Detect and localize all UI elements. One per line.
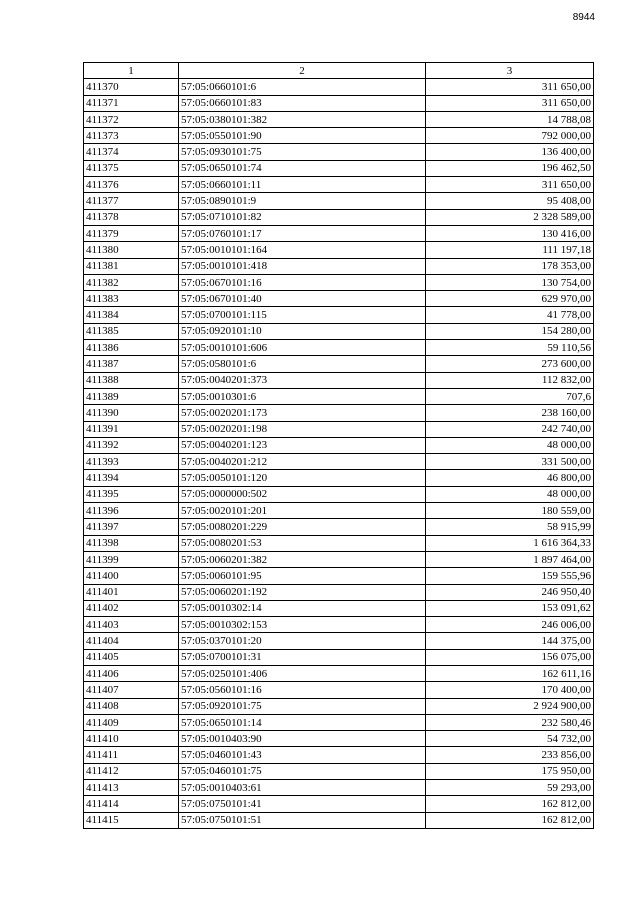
- cadastral-number: 57:05:0020201:173: [179, 405, 426, 421]
- cadastral-value: 178 353,00: [426, 258, 594, 274]
- row-code: 411409: [84, 714, 179, 730]
- cadastral-value: 14 788,08: [426, 111, 594, 127]
- cadastral-value: 48 000,00: [426, 437, 594, 453]
- table-row: [84, 242, 594, 258]
- cadastral-value: 41 778,00: [426, 307, 594, 323]
- cadastral-number: 57:05:0670101:40: [179, 291, 426, 307]
- table-row: [84, 405, 594, 421]
- row-code: 411405: [84, 649, 179, 665]
- table-row: [84, 79, 594, 95]
- row-code: 411383: [84, 291, 179, 307]
- row-code: 411381: [84, 258, 179, 274]
- cadastral-number: 57:05:0760101:17: [179, 225, 426, 241]
- cadastral-number: 57:05:0020101:201: [179, 503, 426, 519]
- cadastral-number: 57:05:0700101:31: [179, 649, 426, 665]
- cadastral-value: 156 075,00: [426, 649, 594, 665]
- cadastral-value: 58 915,99: [426, 519, 594, 535]
- table-row: [84, 763, 594, 779]
- row-code: 411398: [84, 535, 179, 551]
- table-row: [84, 258, 594, 274]
- column-header-3: 3: [426, 63, 594, 79]
- cadastral-value: 233 856,00: [426, 747, 594, 763]
- row-code: 411384: [84, 307, 179, 323]
- table-row: [84, 633, 594, 649]
- cadastral-number: 57:05:0460101:43: [179, 747, 426, 763]
- cadastral-value: 707,6: [426, 388, 594, 404]
- table-row: [84, 291, 594, 307]
- row-code: 411371: [84, 95, 179, 111]
- table-row: [84, 193, 594, 209]
- table-row: [84, 747, 594, 763]
- cadastral-value: 130 416,00: [426, 225, 594, 241]
- cadastral-number: 57:05:0660101:83: [179, 95, 426, 111]
- row-code: 411378: [84, 209, 179, 225]
- table-row: [84, 128, 594, 144]
- cadastral-number: 57:05:0370101:20: [179, 633, 426, 649]
- row-code: 411393: [84, 454, 179, 470]
- cadastral-value: 54 732,00: [426, 731, 594, 747]
- cadastral-number: 57:05:0080201:229: [179, 519, 426, 535]
- row-code: 411408: [84, 698, 179, 714]
- table-row: [84, 372, 594, 388]
- row-code: 411413: [84, 780, 179, 796]
- row-code: 411377: [84, 193, 179, 209]
- cadastral-value: 311 650,00: [426, 79, 594, 95]
- row-code: 411391: [84, 421, 179, 437]
- table-body: [84, 79, 594, 829]
- cadastral-value: 46 800,00: [426, 470, 594, 486]
- cadastral-value: 792 000,00: [426, 128, 594, 144]
- cadastral-number: 57:05:0010302:153: [179, 617, 426, 633]
- table-row: [84, 274, 594, 290]
- row-code: 411402: [84, 600, 179, 616]
- row-code: 411376: [84, 177, 179, 193]
- cadastral-value: 242 740,00: [426, 421, 594, 437]
- cadastral-value: 196 462,50: [426, 160, 594, 176]
- cadastral-value: 59 110,56: [426, 340, 594, 356]
- cadastral-number: 57:05:0580101:6: [179, 356, 426, 372]
- cadastral-number: 57:05:0920101:75: [179, 698, 426, 714]
- table-row: [84, 780, 594, 796]
- row-code: 411390: [84, 405, 179, 421]
- row-code: 411394: [84, 470, 179, 486]
- cadastral-number: 57:05:0040201:373: [179, 372, 426, 388]
- table-row: [84, 600, 594, 616]
- row-code: 411388: [84, 372, 179, 388]
- table-row: [84, 177, 594, 193]
- cadastral-value: 136 400,00: [426, 144, 594, 160]
- row-code: 411375: [84, 160, 179, 176]
- column-header-2: 2: [179, 63, 426, 79]
- cadastral-value: 1 897 464,00: [426, 551, 594, 567]
- cadastral-number: 57:05:0010403:61: [179, 780, 426, 796]
- cadastral-value: 246 950,40: [426, 584, 594, 600]
- table-row: [84, 323, 594, 339]
- cadastral-value: 175 950,00: [426, 763, 594, 779]
- cadastral-value: 311 650,00: [426, 177, 594, 193]
- row-code: 411380: [84, 242, 179, 258]
- cadastral-number: 57:05:0700101:115: [179, 307, 426, 323]
- cadastral-value: 180 559,00: [426, 503, 594, 519]
- cadastral-number: 57:05:0050101:120: [179, 470, 426, 486]
- row-code: 411415: [84, 812, 179, 828]
- table-row: [84, 503, 594, 519]
- table-row: [84, 111, 594, 127]
- cadastral-number: 57:05:0750101:51: [179, 812, 426, 828]
- cadastral-value: 1 616 364,33: [426, 535, 594, 551]
- cadastral-number: 57:05:0060201:192: [179, 584, 426, 600]
- cadastral-number: 57:05:0650101:74: [179, 160, 426, 176]
- table-row: [84, 209, 594, 225]
- cadastral-number: 57:05:0010101:606: [179, 340, 426, 356]
- table-row: [84, 388, 594, 404]
- row-code: 411414: [84, 796, 179, 812]
- cadastral-value: 331 500,00: [426, 454, 594, 470]
- row-code: 411387: [84, 356, 179, 372]
- cadastral-value: 59 293,00: [426, 780, 594, 796]
- cadastral-number: 57:05:0010101:164: [179, 242, 426, 258]
- cadastral-value: 162 812,00: [426, 812, 594, 828]
- row-code: 411406: [84, 665, 179, 681]
- cadastral-value: 238 160,00: [426, 405, 594, 421]
- cadastral-value: 162 611,16: [426, 665, 594, 681]
- table-row: [84, 551, 594, 567]
- table-row: [84, 340, 594, 356]
- row-code: 411399: [84, 551, 179, 567]
- cadastral-value: 2 924 900,00: [426, 698, 594, 714]
- row-code: 411386: [84, 340, 179, 356]
- table-row: [84, 584, 594, 600]
- table-row: [84, 470, 594, 486]
- cadastral-value: 162 812,00: [426, 796, 594, 812]
- table-row: [84, 486, 594, 502]
- table-row: [84, 95, 594, 111]
- row-code: 411407: [84, 682, 179, 698]
- row-code: 411372: [84, 111, 179, 127]
- table-row: [84, 437, 594, 453]
- table-row: [84, 519, 594, 535]
- cadastral-value: 246 006,00: [426, 617, 594, 633]
- row-code: 411382: [84, 274, 179, 290]
- cadastral-number: 57:05:0660101:11: [179, 177, 426, 193]
- cadastral-number: 57:05:0080201:53: [179, 535, 426, 551]
- cadastral-value: 153 091,62: [426, 600, 594, 616]
- table-row: [84, 796, 594, 812]
- registry-table: [83, 62, 594, 829]
- row-code: 411403: [84, 617, 179, 633]
- cadastral-number: 57:05:0010101:418: [179, 258, 426, 274]
- table-row: [84, 698, 594, 714]
- row-code: 411392: [84, 437, 179, 453]
- cadastral-number: 57:05:0010301:6: [179, 388, 426, 404]
- row-code: 411389: [84, 388, 179, 404]
- cadastral-number: 57:05:0890101:9: [179, 193, 426, 209]
- row-code: 411411: [84, 747, 179, 763]
- table-row: [84, 144, 594, 160]
- cadastral-value: 112 832,00: [426, 372, 594, 388]
- table-row: [84, 454, 594, 470]
- cadastral-number: 57:05:0020201:198: [179, 421, 426, 437]
- cadastral-number: 57:05:0920101:10: [179, 323, 426, 339]
- header-row: [84, 63, 594, 79]
- cadastral-number: 57:05:0710101:82: [179, 209, 426, 225]
- table-row: [84, 225, 594, 241]
- cadastral-value: 95 408,00: [426, 193, 594, 209]
- cadastral-number: 57:05:0650101:14: [179, 714, 426, 730]
- cadastral-number: 57:05:0660101:6: [179, 79, 426, 95]
- table-row: [84, 665, 594, 681]
- cadastral-value: 130 754,00: [426, 274, 594, 290]
- cadastral-value: 154 280,00: [426, 323, 594, 339]
- cadastral-number: 57:05:0040201:212: [179, 454, 426, 470]
- row-code: 411373: [84, 128, 179, 144]
- cadastral-number: 57:05:0930101:75: [179, 144, 426, 160]
- table-row: [84, 649, 594, 665]
- cadastral-value: 311 650,00: [426, 95, 594, 111]
- cadastral-value: 2 328 589,00: [426, 209, 594, 225]
- cadastral-value: 170 400,00: [426, 682, 594, 698]
- cadastral-value: 159 555,96: [426, 568, 594, 584]
- cadastral-number: 57:05:0460101:75: [179, 763, 426, 779]
- table-header: [84, 63, 594, 79]
- row-code: 411379: [84, 225, 179, 241]
- row-code: 411374: [84, 144, 179, 160]
- cadastral-number: 57:05:0060201:382: [179, 551, 426, 567]
- cadastral-number: 57:05:0060101:95: [179, 568, 426, 584]
- table-row: [84, 356, 594, 372]
- row-code: 411385: [84, 323, 179, 339]
- cadastral-value: 629 970,00: [426, 291, 594, 307]
- table-row: [84, 617, 594, 633]
- cadastral-number: 57:05:0550101:90: [179, 128, 426, 144]
- table-row: [84, 568, 594, 584]
- row-code: 411404: [84, 633, 179, 649]
- row-code: 411401: [84, 584, 179, 600]
- cadastral-value: 232 580,46: [426, 714, 594, 730]
- cadastral-number: 57:05:0010302:14: [179, 600, 426, 616]
- row-code: 411396: [84, 503, 179, 519]
- cadastral-number: 57:05:0000000:502: [179, 486, 426, 502]
- cadastral-number: 57:05:0010403:90: [179, 731, 426, 747]
- row-code: 411412: [84, 763, 179, 779]
- row-code: 411395: [84, 486, 179, 502]
- row-code: 411397: [84, 519, 179, 535]
- table-row: [84, 421, 594, 437]
- table-row: [84, 731, 594, 747]
- page-number: 8944: [572, 12, 595, 23]
- cadastral-value: 273 600,00: [426, 356, 594, 372]
- cadastral-number: 57:05:0250101:406: [179, 665, 426, 681]
- cadastral-number: 57:05:0670101:16: [179, 274, 426, 290]
- cadastral-value: 48 000,00: [426, 486, 594, 502]
- column-header-1: 1: [84, 63, 179, 79]
- table-row: [84, 714, 594, 730]
- cadastral-number: 57:05:0560101:16: [179, 682, 426, 698]
- cadastral-number: 57:05:0750101:41: [179, 796, 426, 812]
- table-row: [84, 682, 594, 698]
- cadastral-value: 144 375,00: [426, 633, 594, 649]
- table-row: [84, 812, 594, 828]
- table-row: [84, 307, 594, 323]
- cadastral-number: 57:05:0040201:123: [179, 437, 426, 453]
- cadastral-value: 111 197,18: [426, 242, 594, 258]
- cadastral-number: 57:05:0380101:382: [179, 111, 426, 127]
- row-code: 411400: [84, 568, 179, 584]
- row-code: 411370: [84, 79, 179, 95]
- table-row: [84, 160, 594, 176]
- row-code: 411410: [84, 731, 179, 747]
- table-row: [84, 535, 594, 551]
